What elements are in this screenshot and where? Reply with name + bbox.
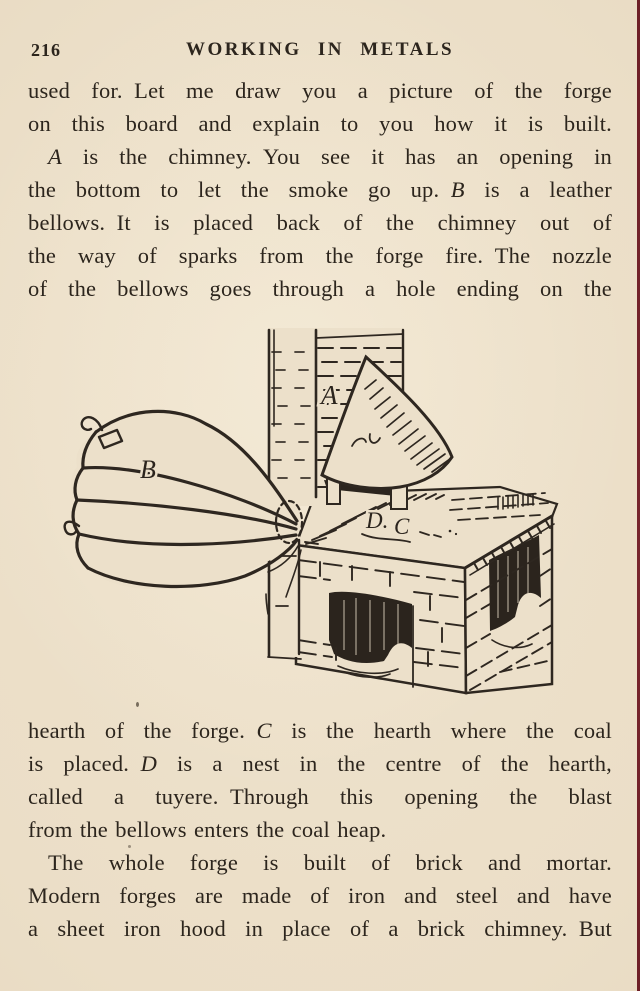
hearth [296,487,557,693]
paragraph-block-bottom [28,714,612,945]
text-line: Modern forges are made of iron and steel and have [28,883,612,908]
bellows [65,411,302,614]
text-line: A is the chimney. You see it has an opening in [48,144,612,169]
nest-label: D. [366,508,389,533]
chimney-label: A [321,380,338,410]
paragraph-block-top [28,74,612,305]
text-line: used for. Let me draw you a picture of the forge [28,78,612,103]
forge-drawing [58,320,578,716]
text-line: is placed. D is a nest in the centre of the hearth, [28,751,612,776]
page-number: 216 [31,40,61,60]
text-line: called a tuyere. Through this opening the blast [28,784,612,809]
text-line: bellows. It is placed back of the chimney out of [28,210,612,235]
text-line: the bottom to let the smoke go up. B is a leather [28,177,612,202]
text-line: of the bellows goes through a hole ending on the [28,276,612,301]
text-line: on this board and explain to you how it is built. [28,111,612,136]
running-header [0,39,640,65]
text-line: the way of sparks from the forge fire. The nozzle [28,243,612,268]
forge-illustration [58,320,578,716]
bellows-label: B [140,455,156,484]
page-title: WORKING IN METALS [185,39,455,60]
paper-speck [128,845,131,848]
text-line: hearth of the forge. C is the hearth where the coal [28,718,612,743]
text-line: from the bellows enters the coal heap. [28,817,387,842]
hearth-label: C [394,514,410,539]
paper-speck [136,702,139,707]
text-line: a sheet iron hood in place of a brick chimney. But [28,916,612,941]
text-line: The whole forge is built of brick and mortar. [48,850,612,875]
